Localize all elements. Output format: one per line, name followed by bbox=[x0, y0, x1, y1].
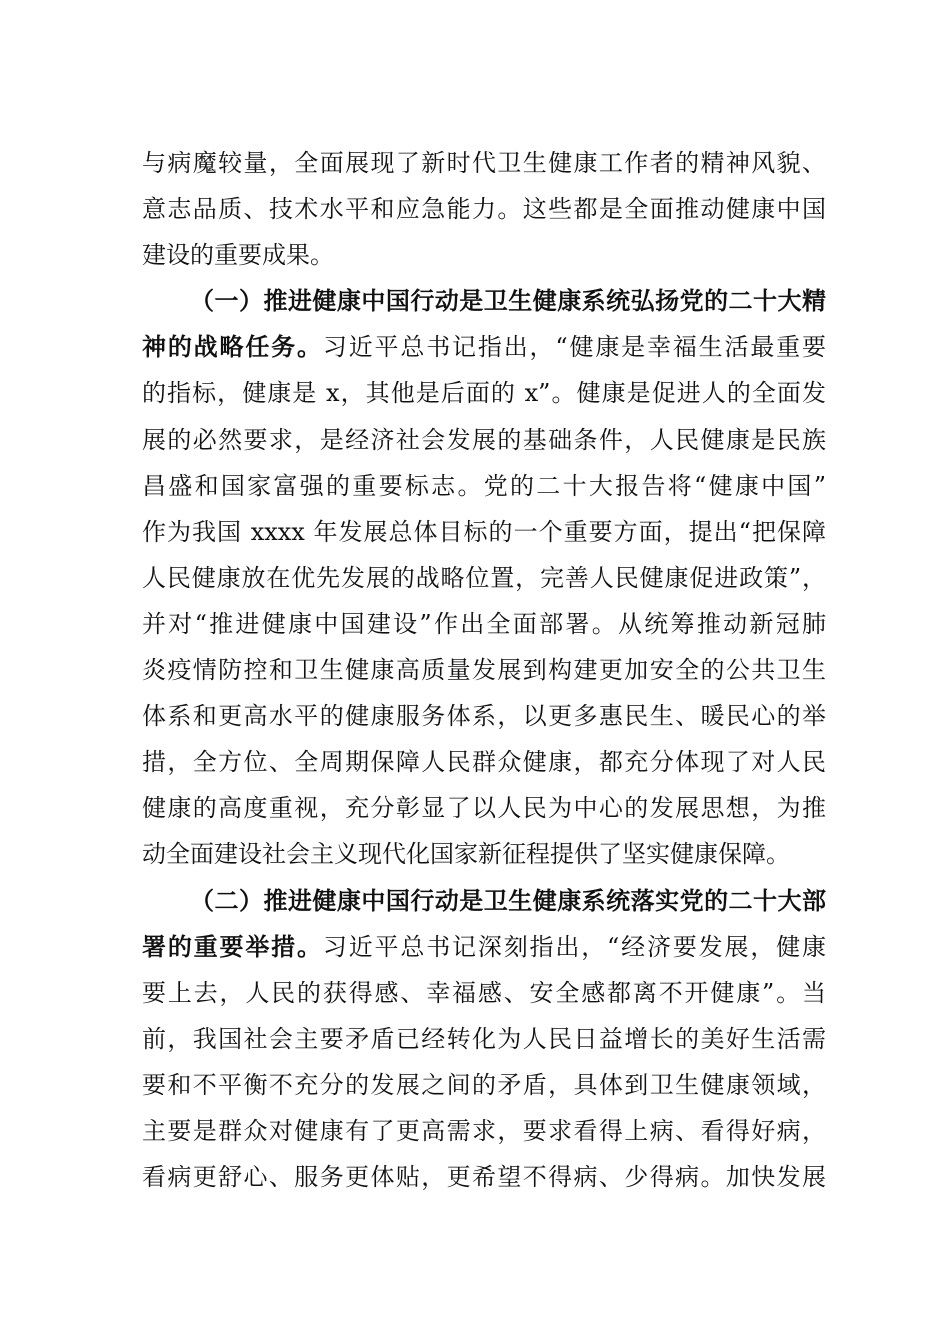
section1-line-3: 的指标，健康是 x，其他是后面的 x”。健康是促进人的全面发 bbox=[142, 379, 826, 408]
section2-heading-line-1: （二）推进健康中国行动是卫生健康系统落实党的二十大部 bbox=[190, 885, 826, 915]
section1-line-2-text: 习近平总书记指出，“健康是幸福生活最重要 bbox=[322, 333, 826, 362]
section1-line-2 bbox=[142, 324, 826, 370]
section2-line-5: 要和不平衡不充分的发展之间的矛盾，具体到卫生健康领域， bbox=[142, 1070, 826, 1099]
section1-line-13: 动全面建设社会主义现代化国家新征程提供了坚实健康保障。 bbox=[142, 840, 790, 869]
section1-line-11: 措，全方位、全周期保障人民群众健康，都充分体现了对人民 bbox=[142, 748, 826, 777]
section1-line-5: 昌盛和国家富强的重要标志。党的二十大报告将“健康中国” bbox=[142, 471, 826, 500]
section1-line-7: 人民健康放在优先发展的战略位置，完善人民健康促进政策”， bbox=[142, 563, 826, 592]
section1-line-12: 健康的高度重视，充分彰显了以人民为中心的发展思想，为推 bbox=[142, 794, 826, 823]
intro-line-3: 建设的重要成果。 bbox=[142, 241, 334, 270]
section1-heading-line-2: 神的战略任务。 bbox=[142, 332, 323, 362]
section1-line-8: 并对“推进健康中国建设”作出全面部署。从统筹推动新冠肺 bbox=[142, 609, 826, 638]
section2-line-2-text: 习近平总书记深刻指出，“经济要发展，健康 bbox=[322, 932, 826, 961]
section2-heading-line-2: 署的重要举措。 bbox=[142, 931, 323, 961]
document-body bbox=[142, 140, 826, 1200]
section1-line-4: 展的必然要求，是经济社会发展的基础条件，人民健康是民族 bbox=[142, 425, 826, 454]
section1-heading-line-1: （一）推进健康中国行动是卫生健康系统弘扬党的二十大精 bbox=[190, 286, 826, 316]
section2-line-4: 前，我国社会主要矛盾已经转化为人民日益增长的美好生活需 bbox=[142, 1024, 826, 1053]
section2-line-7: 看病更舒心、服务更体贴，更希望不得病、少得病。加快发展 bbox=[142, 1163, 826, 1192]
section2-line-3: 要上去，人民的获得感、幸福感、安全感都离不开健康”。当 bbox=[142, 978, 826, 1007]
section1-line-6: 作为我国 xxxx 年发展总体目标的一个重要方面，提出“把保障 bbox=[142, 517, 826, 546]
section1-line-10: 体系和更高水平的健康服务体系，以更多惠民生、暖民心的举 bbox=[142, 702, 826, 731]
intro-line-1: 与病魔较量，全面展现了新时代卫生健康工作者的精神风貌、 bbox=[142, 149, 826, 177]
section2-line-6: 主要是群众对健康有了更高需求，要求看得上病、看得好病， bbox=[142, 1116, 826, 1145]
section2-line-2 bbox=[142, 924, 826, 970]
intro-line-2: 意志品质、技术水平和应急能力。这些都是全面推动健康中国 bbox=[142, 195, 826, 224]
section1-line-9: 炎疫情防控和卫生健康高质量发展到构建更加安全的公共卫生 bbox=[142, 656, 826, 685]
